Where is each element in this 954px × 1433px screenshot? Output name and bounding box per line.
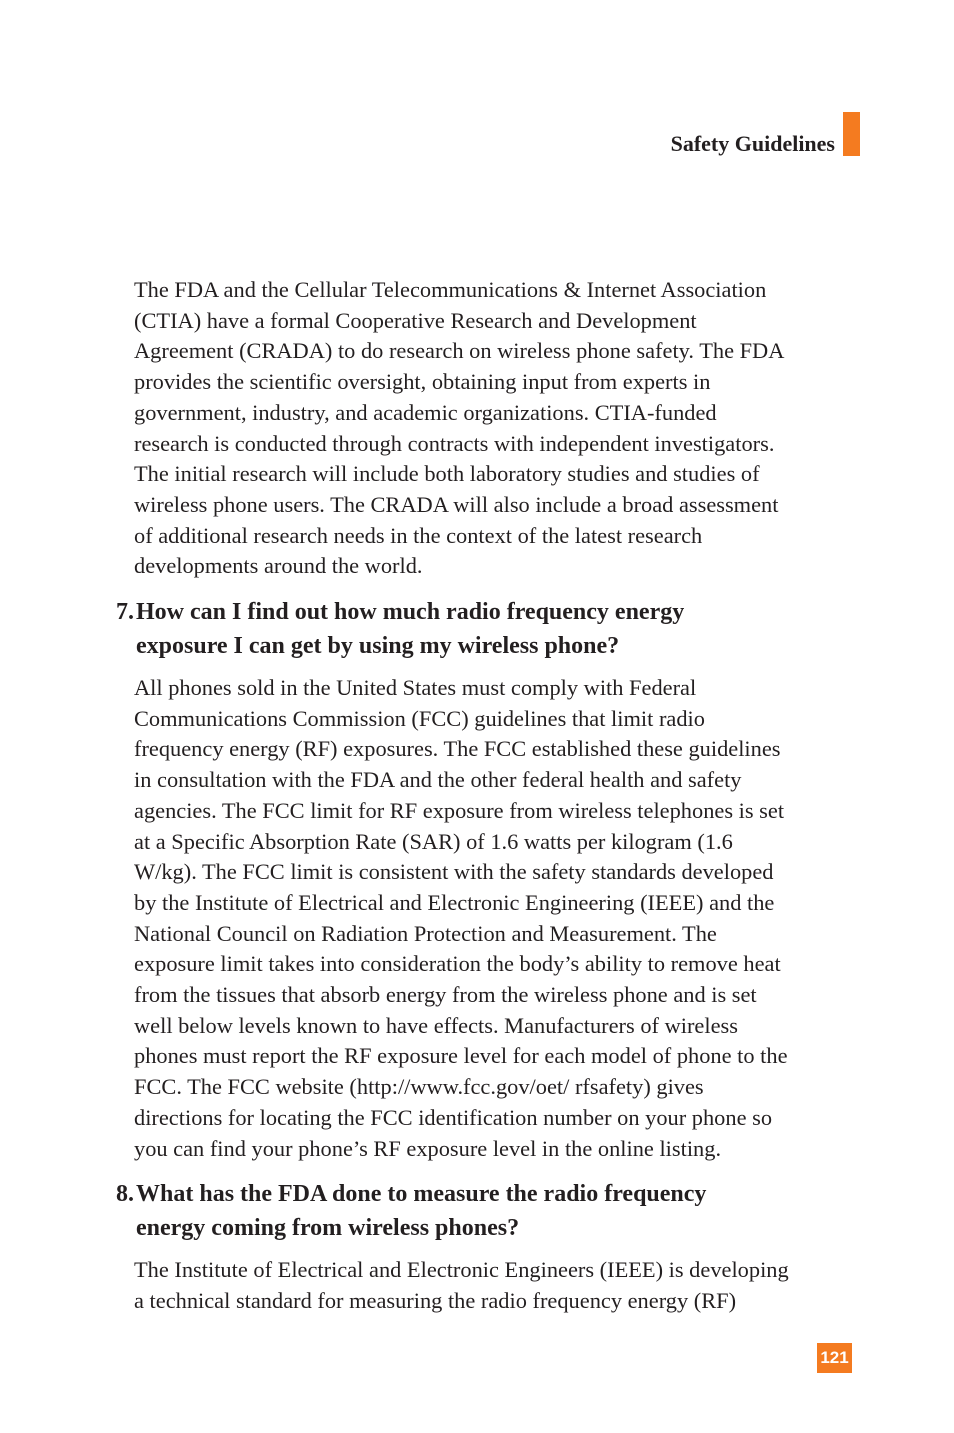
question-7-text: How can I find out how much radio frequency energy exposure I can get by using my wireless phone? [136,599,685,659]
question-8-text: What has the FDA done to measure the radio frequency energy coming from wireless phones? [136,1181,707,1241]
accent-bar [843,112,860,156]
intro-paragraph: The FDA and the Cellular Telecommunications & Internet Association (CTIA) have a formal Cooperative Research and Development Agreement (CRADA) to do research on wireless phone safety. The FDA provides the scientific oversight, obtaining input from experts in government, industry, and academic organizations. CTIA-funded research is conducted through contracts with independent investigators. The initial research will include both laboratory studies and studies of wireless phone users. The CRADA will also include a broad assessment of additional research needs in the context of the latest research developments around the world. [134,277,785,579]
page-header [671,112,860,156]
question-7-heading [116,596,866,663]
question-7-number: 7. [116,599,134,626]
answer-8-paragraph: The Institute of Electrical and Electronic Engineers (IEEE) is developing a technical standard for measuring the radio frequency energy (RF) [134,1257,789,1313]
page-content [116,275,866,1317]
section-title: Safety Guidelines [670,131,835,156]
question-8-number: 8. [116,1181,134,1208]
page-number-badge: 121 [817,1343,852,1373]
question-8-heading [116,1178,866,1245]
answer-7-paragraph: All phones sold in the United States must comply with Federal Communications Commission (FCC) guidelines that limit radio frequency energy (RF) exposures. The FCC established these guidelines in consultation with the FDA and the other federal health and safety agencies. The FCC limit for RF exposure from wireless telephones is set at a Specific Absorption Rate (SAR) of 1.6 watts per kilogram (1.6 W/kg). The FCC limit is consistent with the safety standards developed by the Institute of Electrical and Electronic Engineering (IEEE) and the National Council on Radiation Protection and Measurement. The exposure limit takes into consideration the body’s ability to remove heat from the tissues that absorb energy from the wireless phone and is set well below levels known to have effects. Manufacturers of wireless phones must report the RF exposure level for each model of phone to the FCC. The FCC website (http://www.fcc.gov/oet/ rfsafety) gives directions for locating the FCC identification number on your phone so you can find your phone’s RF exposure level in the online listing. [134,675,788,1161]
